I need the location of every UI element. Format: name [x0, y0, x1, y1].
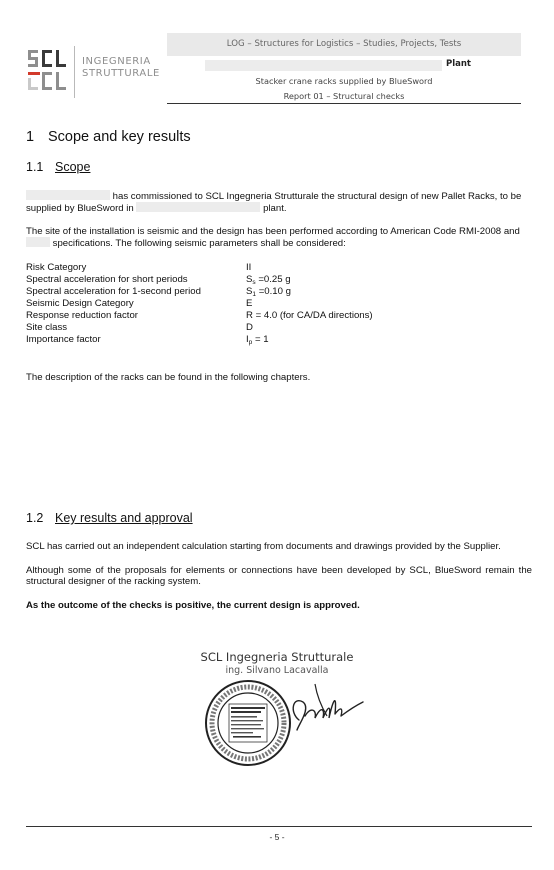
- param-row: [26, 334, 532, 346]
- param-label: Spectral acceleration for short periods: [26, 274, 188, 285]
- header-plant-label: Plant: [446, 59, 471, 69]
- scope-p2-text-a: The site of the installation is seismic and the design has been performed according to American Code RMI-2008 and: [26, 226, 520, 237]
- param-value: D: [246, 322, 253, 333]
- param-value-subscript: s: [252, 279, 256, 286]
- scope-paragraph-1: [26, 190, 532, 214]
- section-1-2-number: 1.2: [26, 511, 44, 525]
- logo-text: [82, 56, 160, 80]
- logo-line-1: INGEGNERIA: [82, 56, 151, 67]
- param-value-subscript: p: [248, 339, 253, 346]
- param-label: Risk Category: [26, 262, 87, 273]
- signature-engineer: ing. Silvano Lacavalla: [225, 665, 329, 676]
- scl-logo: [26, 46, 166, 98]
- redacted-spec: [26, 237, 50, 247]
- header-project-line: LOG – Structures for Logistics – Studies, Projects, Tests: [167, 33, 521, 56]
- scope-paragraph-2: [26, 226, 532, 249]
- footer-rule: [26, 826, 532, 827]
- seismic-parameters: [26, 262, 532, 346]
- section-1-2-heading: [26, 511, 193, 525]
- header-subtitle: Stacker crane racks supplied by BlueSword: [255, 76, 433, 86]
- redacted-client-name: [205, 60, 442, 71]
- param-value: R = 4.0 (for CA/DA directions): [246, 310, 373, 321]
- section-1-1-heading: [26, 160, 90, 174]
- param-row: [26, 310, 532, 322]
- param-row: [26, 298, 532, 310]
- param-value-number: = 1: [252, 334, 269, 345]
- param-label: Importance factor: [26, 334, 101, 345]
- section-1-1-title: Scope: [55, 160, 91, 174]
- logo-line-2: STRUTTURALE: [82, 68, 160, 79]
- section-1-title: Scope and key results: [48, 129, 191, 145]
- param-value-symbol: S: [246, 286, 253, 297]
- redacted-client: [26, 190, 110, 200]
- scope-p2-text-b: specifications. The following seismic parameters shall be considered:: [52, 238, 346, 249]
- section-1-2-title: Key results and approval: [55, 511, 193, 525]
- param-row: [26, 322, 532, 334]
- param-label: Site class: [26, 322, 68, 333]
- section-1-heading: [26, 129, 191, 145]
- logo-divider: [74, 46, 75, 98]
- param-label: Spectral acceleration for 1-second period: [26, 286, 201, 297]
- approval-paragraph-2: Although some of the proposals for elements or connections have been developed by SCL, BlueSword remain the structural designer of the racking system.: [26, 565, 532, 587]
- param-value: E: [246, 298, 253, 309]
- scope-paragraph-3: The description of the racks can be found in the following chapters.: [26, 372, 311, 383]
- param-label: Seismic Design Category: [26, 298, 134, 309]
- param-value: II: [246, 262, 252, 273]
- header-rule: [167, 103, 521, 104]
- section-1-1-number: 1.1: [26, 160, 44, 174]
- param-value-symbol: S: [246, 274, 253, 285]
- handwritten-signature: [285, 676, 365, 736]
- approval-statement: As the outcome of the checks is positive, the current design is approved.: [26, 600, 360, 611]
- scl-logo-mark: [26, 46, 70, 96]
- param-value-number: =0.25 g: [255, 274, 291, 285]
- approval-paragraph-1: SCL has carried out an independent calculation starting from documents and drawings provided by the Supplier.: [26, 541, 501, 552]
- page-number: - 5 -: [269, 832, 285, 842]
- param-row: [26, 274, 532, 286]
- engineer-stamp: [203, 678, 293, 768]
- scope-p1-text-b: plant.: [263, 203, 287, 214]
- param-value: [246, 334, 269, 349]
- param-value-symbol: I: [246, 334, 249, 345]
- section-1-number: 1: [26, 129, 35, 145]
- param-value-number: =0.10 g: [256, 286, 291, 297]
- header-report: Report 01 – Structural checks: [283, 91, 405, 101]
- param-value-subscript: 1: [252, 291, 257, 298]
- param-row: [26, 286, 532, 298]
- redacted-location: [136, 202, 260, 212]
- param-row: [26, 262, 532, 274]
- signature-firm: SCL Ingegneria Strutturale: [200, 650, 354, 664]
- scope-p1-text-a: has commissioned to SCL Ingegneria Strutturale the structural design of new Pallet Racks, to be supplied by BlueSword in: [26, 191, 522, 214]
- param-label: Response reduction factor: [26, 310, 138, 321]
